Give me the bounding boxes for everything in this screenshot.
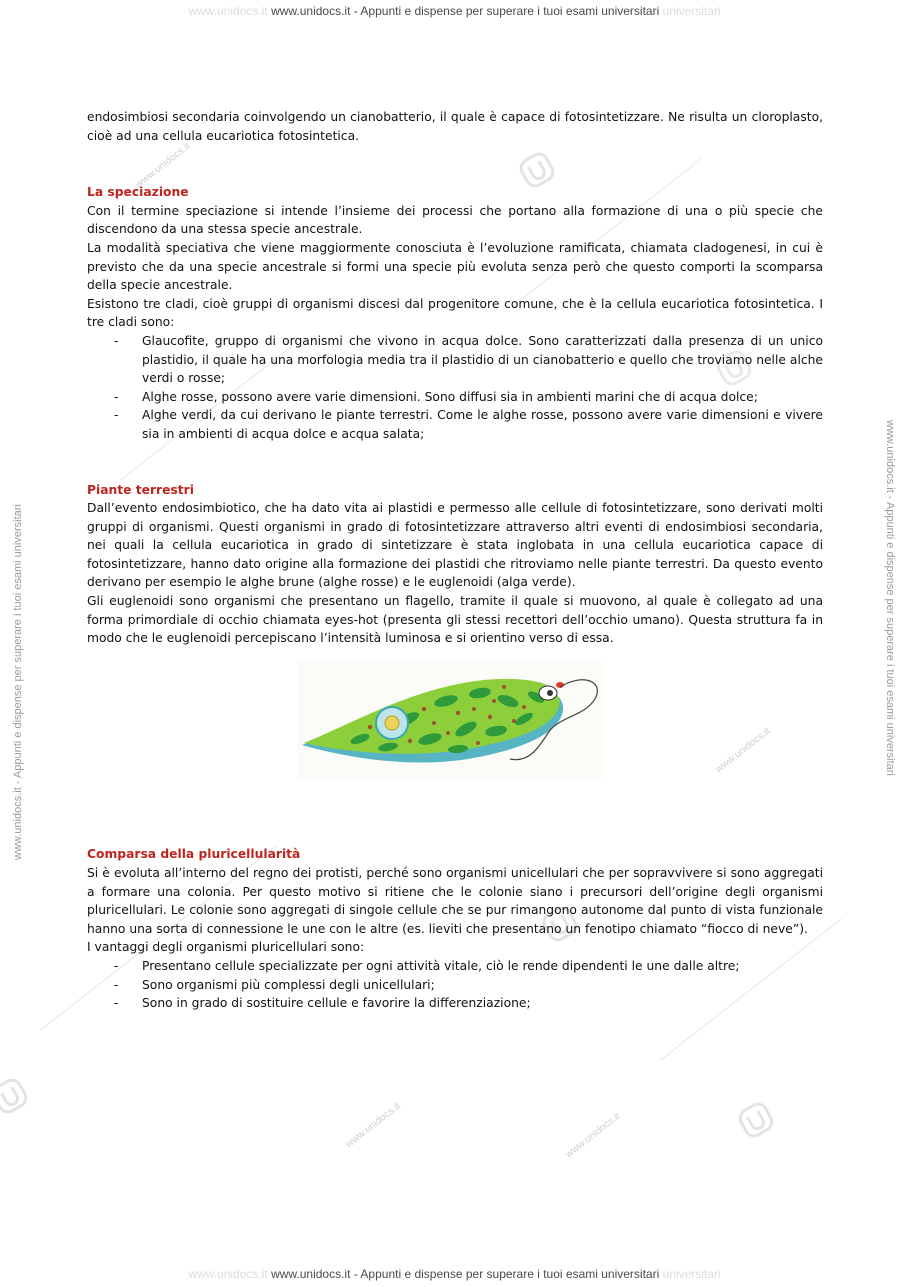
speciazione-paragraph-1: Con il termine speciazione si intende l’insieme dei processi che portano alla formazione di una o più specie che discendono da una stessa specie ancestrale. (87, 203, 823, 237)
speciazione-paragraph-2: La modalità speciativa che viene maggiormente conosciuta è l’evoluzione ramificata, chiamata cladogenesi, in cui è previsto che da una specie ancestrale si formi una specie più evoluta senza però che questo comporti la scomparsa della specie ancestrale. (87, 240, 823, 293)
pluri-paragraph-2: I vantaggi degli organismi pluricellulari sono: (87, 940, 365, 955)
watermark-header (0, 4, 909, 24)
watermark-ghost-right: universitari (662, 1267, 721, 1281)
list-item: - Glaucofite, gruppo di organismi che vivono in acqua dolce. Sono caratterizzati dalla presenza di un unico plastidio, il quale ha una morfologia media tra il plastidio di un cianobatterio e quello che troviamo nelle alche verdi o rosse; (142, 332, 823, 388)
watermark-footer (0, 1267, 909, 1287)
watermark-diagonal: www.unidocs.it (713, 725, 773, 776)
pluri-paragraph-1: Si è evoluta all’interno del regno dei protisti, perché sono organismi unicellulari che per sopravvivere si sono aggregati a formare una colonia. Per questo motivo si ritiene che le colonie siano i precursori dell’origine degli organismi pluricellulari. Le colonie sono aggregati di singole cellule che se pur rimangono autonome dal punto di vista funzionale hanno una sorta di connessione le une con le altre (es. lieviti che presentano un fenotipo chiamato “fiocco di neve”). (87, 866, 823, 936)
watermark-ghost-left: www.unidocs.it (188, 4, 268, 18)
watermark-diagonal: www.unidocs.it (343, 1100, 403, 1151)
speciazione-paragraph-3: Esistono tre cladi, cioè gruppi di organismi discesi dal progenitore comune, che è la cellula eucariotica fotosintetica. I tre cladi sono: (87, 296, 823, 330)
list-item: - Sono organismi più complessi degli unicellulari; (142, 976, 823, 995)
cladi-list (87, 332, 823, 444)
watermark-side-left: www.unidocs.it - Appunti e dispense per superare i tuoi esami universitari (12, 504, 24, 860)
heading-piante-terrestri: Piante terrestri (87, 482, 194, 497)
watermark-ghost-right: universitari (662, 4, 721, 18)
vantaggi-list (87, 957, 823, 1013)
list-item: - Sono in grado di sostituire cellule e favorire la differenziazione; (142, 994, 823, 1013)
piante-paragraph-2: Gli euglenoidi sono organismi che presentano un flagello, tramite il quale si muovono, al quale è collegato ad una forma primordiale di occhio chiamata eyes-hot (presenta gli stessi recettori dell’occhio umano). Questa struttura fa in modo che le euglenoidi percepiscano l’intensità luminosa e si orientino verso di essa. (87, 594, 823, 646)
watermark-diagonal: www.unidocs.it (133, 140, 193, 191)
watermark-ghost-left: www.unidocs.it (188, 1267, 268, 1281)
euglena-illustration (298, 661, 604, 779)
piante-paragraph-1: Dall’evento endosimbiotico, che ha dato vita ai plastidi e permesso alle cellule di fotosintetizzare, sono derivati molti gruppi di organismi. Questi organismi in grado di fotosintetizzare attraverso altri eventi di endosimbiosi secondaria, nei quali la cellula eucariotica in grado di sintetizzare è stata inglobata in una cellula eucariotica capace di fotosintetizzare, hanno dato origine alla formazione dei plastidi che ritroviamo nelle piante terrestri. Da questo evento derivano per esempio le alghe brune (alghe rosse) e le euglenoidi (alga verde). (87, 501, 823, 590)
watermark-logo-icon (0, 1076, 30, 1116)
heading-pluricellularita: Comparsa della pluricellularità (87, 847, 301, 862)
watermark-footer-text: www.unidocs.it - Appunti e dispense per superare i tuoi esami universitari (271, 1267, 660, 1281)
watermark-header-text: www.unidocs.it - Appunti e dispense per superare i tuoi esami universitari (271, 4, 660, 18)
list-item: - Alghe verdi, da cui derivano le piante terrestri. Come le alghe rosse, possono avere varie dimensioni e vivere sia in ambienti di acqua dolce e acqua salata; (142, 406, 823, 443)
heading-speciazione: La speciazione (87, 185, 189, 200)
list-item: - Presentano cellule specializzate per ogni attività vitale, ciò le rende dipendenti le une dalle altre; (142, 957, 823, 976)
watermark-side-right: www.unidocs.it - Appunti e dispense per superare i tuoi esami universitari (884, 420, 896, 776)
watermark-diagonal: www.unidocs.it (563, 1110, 623, 1161)
document-body (87, 108, 823, 1013)
list-item: - Alghe rosse, possono avere varie dimensioni. Sono diffusi sia in ambienti marini che di acqua dolce; (142, 388, 823, 407)
intro-paragraph: endosimbiosi secondaria coinvolgendo un cianobatterio, il quale è capace di fotosintetizzare. Ne risulta un cloroplasto, cioè ad una cellula eucariotica fotosintetica. (87, 110, 823, 143)
watermark-logo-icon (736, 1100, 776, 1140)
